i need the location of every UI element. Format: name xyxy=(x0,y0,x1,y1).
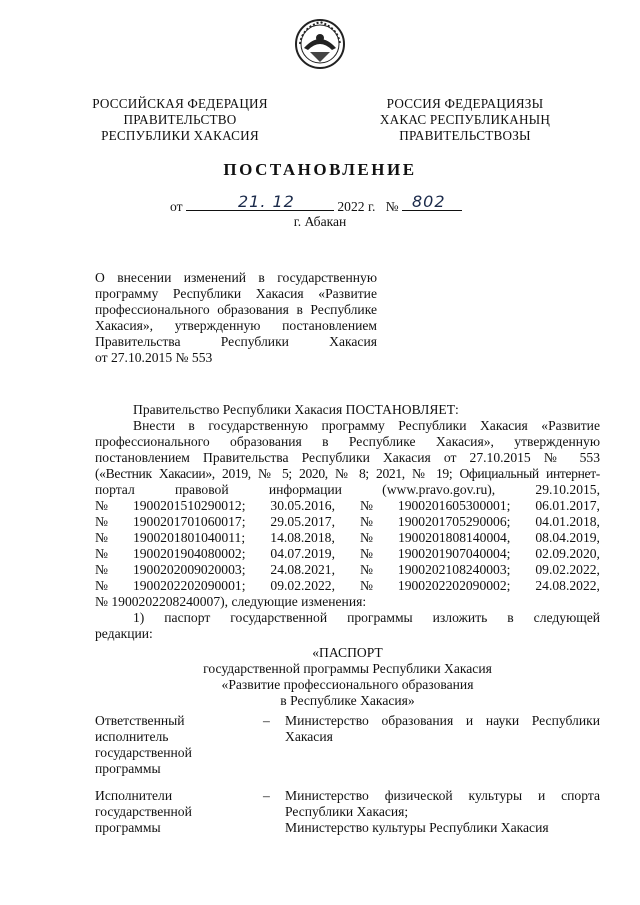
cell: № xyxy=(359,498,373,513)
passport-row-dash: – xyxy=(263,713,270,728)
body-line: («Вестник Хакасии», 2019, № 5; 2020, № 8; 2021, № 19; Официальный интернет- xyxy=(95,466,600,481)
cell: 04.01.2018, xyxy=(535,514,600,529)
document-title: ПОСТАНОВЛЕНИЕ xyxy=(223,160,417,179)
registration-row xyxy=(95,530,600,546)
body-line: профессионального образования в Республике Хакасия», утвержденную xyxy=(95,434,600,449)
cell: 1900202108240003; xyxy=(397,562,511,577)
cell: 04.07.2019, xyxy=(270,546,335,561)
registration-row xyxy=(95,514,600,530)
label-line: государственной xyxy=(95,745,192,760)
header-right-line: ПРАВИТЕЛЬСТВОЗЫ xyxy=(399,128,531,143)
cell: 1900202202090002; xyxy=(397,578,511,593)
number-field xyxy=(402,192,462,211)
passport-row-label xyxy=(95,788,255,836)
item-1-continuation: редакции: xyxy=(95,626,153,641)
registration-row xyxy=(95,562,600,578)
cell: 1900201701060017; xyxy=(132,514,246,529)
passport-row-dash: – xyxy=(263,788,270,803)
cell: № xyxy=(95,578,108,593)
cell: 30.05.2016, xyxy=(270,498,335,513)
header-left xyxy=(80,96,280,144)
subject-block xyxy=(95,270,377,366)
cell: 1900201808140004, xyxy=(398,530,511,545)
cell: 02.09.2020, xyxy=(535,546,600,561)
cell: 1900201510290012; xyxy=(132,498,246,513)
cell: № xyxy=(95,562,108,577)
khakassia-coat-of-arms-icon xyxy=(294,18,346,70)
number-handwritten: 802 xyxy=(412,192,446,211)
body-line: постановлением Правительства Республики Хакасия от 27.10.2015 № 553 xyxy=(95,450,600,465)
body-line: Внести в государственную программу Республики Хакасия «Развитие xyxy=(133,418,600,433)
registration-row xyxy=(95,546,600,562)
cell: 24.08.2021, xyxy=(270,562,335,577)
value-line: Хакасия xyxy=(285,729,333,744)
label-line: исполнитель xyxy=(95,729,169,744)
cell: № xyxy=(95,498,108,513)
date-line xyxy=(170,192,462,215)
number-prefix: № xyxy=(385,199,399,214)
cell: 09.02.2022, xyxy=(270,578,335,593)
body-text xyxy=(95,402,600,642)
cell: 1900202009020003; xyxy=(132,562,246,577)
header-right-line: РОССИЯ ФЕДЕРАЦИЯЗЫ xyxy=(386,96,544,111)
cell: 1900201605300001; xyxy=(397,498,511,513)
cell: 29.05.2017, xyxy=(270,514,335,529)
header-left-line: РОССИЙСКАЯ ФЕДЕРАЦИЯ xyxy=(92,96,268,111)
cell: 09.02.2022, xyxy=(535,562,600,577)
registration-list xyxy=(95,498,600,594)
passport-title-line: в Республике Хакасия» xyxy=(280,693,415,708)
cell: № xyxy=(359,546,373,561)
passport-title-line: «Развитие профессионального образования xyxy=(221,677,474,692)
value-line: Министерство культуры Республики Хакасия xyxy=(285,820,549,835)
label-line: Ответственный xyxy=(95,713,185,728)
cell: № xyxy=(359,578,373,593)
label-line: Исполнители xyxy=(95,788,173,803)
passport-title-line: «ПАСПОРТ xyxy=(312,645,383,660)
body-line: портал правовой информации (www.pravo.gov.ru), 29.10.2015, xyxy=(95,482,600,497)
date-prefix: от xyxy=(170,199,183,214)
cell: 1900201904080002; xyxy=(132,546,246,561)
cell: 1900201907040004; xyxy=(397,546,511,561)
registration-row xyxy=(95,498,600,514)
cell: 1900201801040011; xyxy=(133,530,246,545)
cell: 08.04.2019, xyxy=(535,530,600,545)
year-suffix: 2022 г. xyxy=(337,199,376,214)
subject-line: профессионального образования в Республике xyxy=(95,302,377,317)
label-line: программы xyxy=(95,820,161,835)
cell: № xyxy=(359,562,373,577)
label-line: программы xyxy=(95,761,161,776)
cell: № xyxy=(95,546,108,561)
header-left-line: РЕСПУБЛИКИ ХАКАСИЯ xyxy=(101,128,259,143)
subject-line: Хакасия», утвержденную постановлением xyxy=(95,318,377,333)
cell: 24.08.2022, xyxy=(535,578,600,593)
subject-line: Правительства Республики Хакасия xyxy=(95,334,377,349)
cell: 1900201705290006; xyxy=(397,514,511,529)
cell: № xyxy=(359,530,373,545)
passport-row-label xyxy=(95,713,255,777)
subject-line: программу Республики Хакасия «Развитие xyxy=(95,286,377,301)
subject-line: от 27.10.2015 № 553 xyxy=(95,350,213,365)
cell: 06.01.2017, xyxy=(535,498,600,513)
cell: № xyxy=(359,514,373,529)
registration-row xyxy=(95,578,600,594)
header-right-line: ХАКАС РЕСПУБЛИКАНЫҢ xyxy=(379,112,551,127)
header-left-line: ПРАВИТЕЛЬСТВО xyxy=(123,112,237,127)
passport-row-responsible xyxy=(95,713,600,781)
value-line: Министерство образования и науки Республики xyxy=(285,713,600,728)
value-line: Республики Хакасия; xyxy=(285,804,409,819)
cell: № xyxy=(95,514,108,529)
passport-row-value xyxy=(285,788,600,836)
header-right xyxy=(365,96,565,144)
value-line: Министерство физической культуры и спорта xyxy=(285,788,600,803)
body-tail: № 1900202208240007), следующие изменения: xyxy=(95,594,367,609)
passport-title xyxy=(95,645,600,709)
passport-title-line: государственной программы Республики Хакасия xyxy=(203,661,492,676)
date-handwritten: 21. 12 xyxy=(237,192,295,211)
label-line: государственной xyxy=(95,804,192,819)
coat-of-arms-emblem xyxy=(294,18,346,70)
date-field xyxy=(186,192,334,211)
item-1-line: 1) паспорт государственной программы изложить в следующей xyxy=(133,610,600,625)
passport-row-executors xyxy=(95,788,600,840)
subject-line: О внесении изменений в государственную xyxy=(95,270,377,285)
decree-line: Правительство Республики Хакасия ПОСТАНОВЛЯЕТ: xyxy=(133,402,459,417)
cell: 14.08.2018, xyxy=(270,530,335,545)
city: г. Абакан xyxy=(293,214,347,229)
passport-row-value xyxy=(285,713,600,745)
cell: № xyxy=(95,530,108,545)
cell: 1900202202090001; xyxy=(132,578,246,593)
